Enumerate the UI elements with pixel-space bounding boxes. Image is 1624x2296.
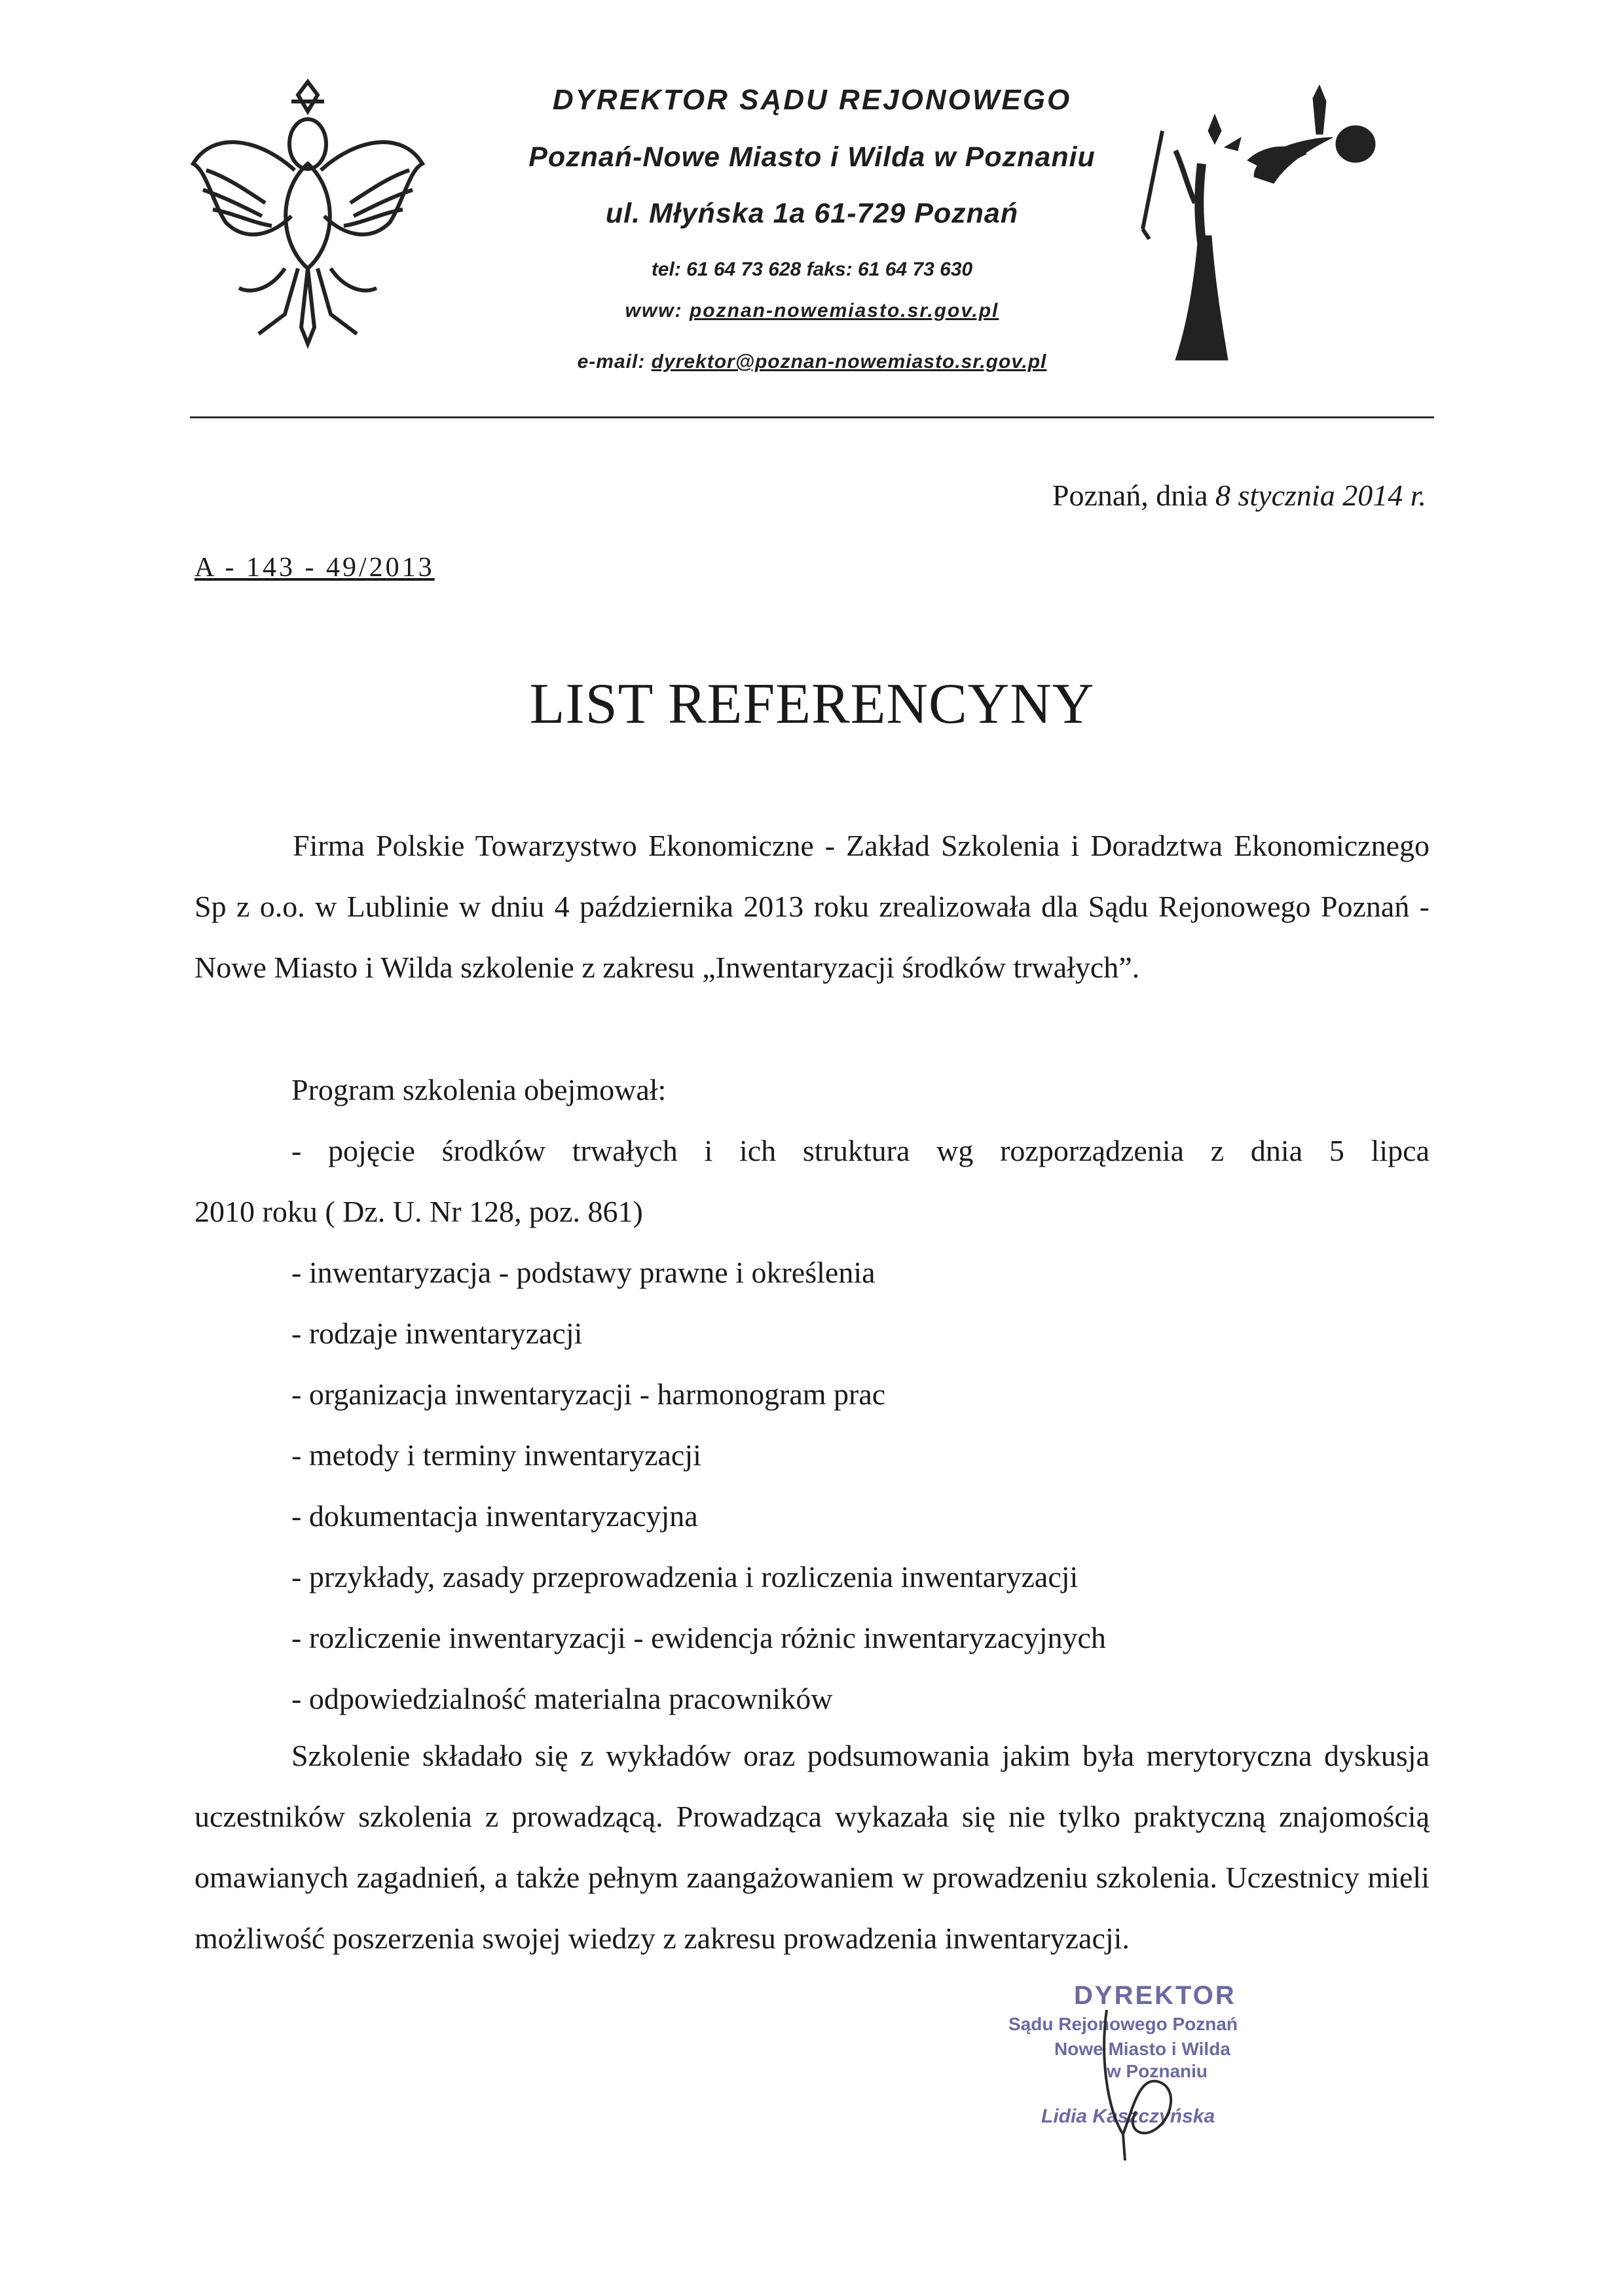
program-item: - dokumentacja inwentaryzacyjna bbox=[291, 1499, 698, 1533]
program-item: - organizacja inwentaryzacji - harmonogram prac bbox=[291, 1377, 886, 1411]
handwritten-signature-icon bbox=[1008, 1977, 1336, 2160]
stamp-court: Sądu Rejonowego Poznań bbox=[1008, 2014, 1238, 2034]
intro-text: Firma Polskie Towarzystwo Ekonomiczne - Zakład Szkolenia i Doradztwa Ekonomicznego Sp z o.o. w Lublinie w dniu 4 października 2013 roku zrealizowała dla Sądu Rejonowego Poznań - Nowe Miasto i Wilda szkolenie z zakresu „Inwentaryzacji środków trwałych”. bbox=[194, 829, 1430, 984]
program-intro: Program szkolenia obejmował: bbox=[291, 1073, 667, 1106]
header-email-label: e-mail: bbox=[577, 351, 646, 373]
header-title: DYREKTOR SĄDU REJONOWEGO bbox=[552, 84, 1072, 116]
stamp-name: Lidia Kaszczyńska bbox=[1041, 2105, 1215, 2127]
header-www-label: www: bbox=[625, 300, 683, 321]
director-stamp bbox=[1008, 1977, 1336, 2160]
date-value: 8 stycznia 2014 r. bbox=[1215, 479, 1426, 512]
program-item: - metody i terminy inwentaryzacji bbox=[291, 1438, 701, 1472]
program-item-continuation: 2010 roku ( Dz. U. Nr 128, poz. 861) bbox=[194, 1195, 643, 1228]
polish-eagle-emblem-icon bbox=[187, 72, 429, 354]
intro-paragraph bbox=[194, 815, 1430, 998]
summary-paragraph bbox=[194, 1725, 1430, 1969]
header-email-link[interactable]: dyrektor@poznan-nowemiasto.sr.gov.pl bbox=[651, 351, 1047, 373]
header-phone-fax: tel: 61 64 73 628 faks: 61 64 73 630 bbox=[651, 259, 973, 280]
header-address: ul. Młyńska 1a 61-729 Poznań bbox=[605, 198, 1019, 229]
header-email bbox=[452, 351, 1172, 373]
header-www bbox=[452, 300, 1172, 322]
program-item: - inwentaryzacja - podstawy prawne i określenia bbox=[291, 1256, 876, 1289]
program-item: - rodzaje inwentaryzacji bbox=[291, 1317, 583, 1350]
summary-text: Szkolenie składało się z wykładów oraz podsumowania jakim była merytoryczna dyskusja uczestników szkolenia z prowadzącą. Prowadząca wykazała się nie tylko praktyczną znajomością omawianych zagadnień, a także pełnym zaangażowaniem w prowadzeniu szkolenia. Uczestnicy mieli możliwość poszerzenia swojej wiedzy z zakresu prowadzenia inwentaryzacji. bbox=[194, 1739, 1430, 1955]
program-section bbox=[194, 1059, 1430, 1729]
program-item: - rozliczenie inwentaryzacji - ewidencja różnic inwentaryzacyjnych bbox=[291, 1621, 1106, 1654]
program-item: - odpowiedzialność materialna pracowników bbox=[291, 1682, 833, 1715]
date-prefix: Poznań, dnia bbox=[1052, 479, 1215, 512]
letter-date bbox=[1052, 478, 1426, 513]
justitia-logo-icon bbox=[1136, 85, 1428, 367]
stamp-title: DYREKTOR bbox=[1074, 1981, 1236, 2010]
program-item: - przykłady, zasady przeprowadzenia i rozliczenia inwentaryzacji bbox=[291, 1560, 1079, 1594]
header-court-name: Poznań-Nowe Miasto i Wilda w Poznaniu bbox=[528, 141, 1096, 173]
header-www-link[interactable]: poznan-nowemiasto.sr.gov.pl bbox=[689, 300, 999, 321]
header-divider bbox=[190, 416, 1434, 418]
stamp-district: Nowe Miasto i Wilda bbox=[1054, 2039, 1230, 2059]
document-title: LIST REFERENCYNY bbox=[529, 672, 1095, 736]
stamp-city: w Poznaniu bbox=[1107, 2061, 1208, 2081]
program-item: - pojęcie środków trwałych i ich struktura wg rozporządzenia z dnia 5 lipca bbox=[291, 1134, 1430, 1167]
reference-number: A - 143 - 49/2013 bbox=[194, 553, 435, 583]
